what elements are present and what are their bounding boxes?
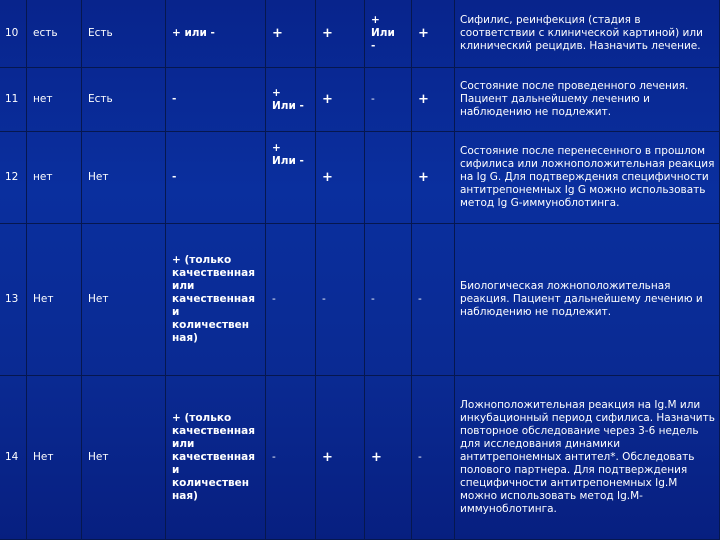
cell-c4: -: [266, 224, 316, 376]
cell-c6: [365, 132, 412, 224]
row-description: Состояние после проведенного лечения. Пациент дальнейшему лечению и наблюдению не подлежит.: [455, 68, 720, 132]
cell-c6: -: [365, 224, 412, 376]
table-row: [0, 68, 720, 132]
cell-c4: +: [266, 0, 316, 68]
cell-c1: Нет: [27, 224, 82, 376]
cell-c3: + (только качественная или качественная и количествен ная): [166, 224, 266, 376]
table-row: [0, 376, 720, 540]
table-row: [0, 0, 720, 68]
row-number: 11: [0, 68, 27, 132]
cell-c6: -: [365, 68, 412, 132]
row-number: 14: [0, 376, 27, 540]
cell-c2: Нет: [82, 224, 166, 376]
cell-c3: + или -: [166, 0, 266, 68]
row-description: Сифилис, реинфекция (стадия в соответствии с клинической картиной) или клинический рецидив. Назначить лечение.: [455, 0, 720, 68]
cell-c1: есть: [27, 0, 82, 68]
cell-c2: Нет: [82, 376, 166, 540]
cell-c3: -: [166, 68, 266, 132]
cell-c7: -: [412, 376, 455, 540]
cell-c2: Нет: [82, 132, 166, 224]
cell-c4: + Или -: [266, 132, 316, 224]
cell-c1: нет: [27, 68, 82, 132]
cell-c7: +: [412, 68, 455, 132]
cell-c5: -: [316, 224, 365, 376]
cell-c5: +: [316, 0, 365, 68]
cell-c5: +: [316, 376, 365, 540]
row-description: Биологическая ложноположительная реакция. Пациент дальнейшему лечению и наблюдению не подлежит.: [455, 224, 720, 376]
cell-c2: Есть: [82, 68, 166, 132]
table-row: [0, 224, 720, 376]
row-number: 12: [0, 132, 27, 224]
cell-c6: + Или -: [365, 0, 412, 68]
cell-c7: +: [412, 0, 455, 68]
cell-c7: -: [412, 224, 455, 376]
cell-c1: нет: [27, 132, 82, 224]
row-description: Состояние после перенесенного в прошлом сифилиса или ложноположительная реакция на Ig G. Для подтверждения специфичности антитрепонемных Ig G можно использовать метод Ig G-иммуноблотинга.: [455, 132, 720, 224]
cell-c5: +: [316, 68, 365, 132]
cell-c3: + (только качественная или качественная и количествен ная): [166, 376, 266, 540]
cell-c4: + Или -: [266, 68, 316, 132]
cell-c3: -: [166, 132, 266, 224]
row-description: Ложноположительная реакция на Ig.M или инкубационный период сифилиса. Назначить повторное обследование через 3-6 недель для исследования динамики антитрепонемных антител*. Обследовать полового партнера. Для подтверждения специфичности антитрепонемных Ig.M можно использовать метод Ig.M-иммуноблотинга.: [455, 376, 720, 540]
cell-c5: +: [316, 132, 365, 224]
table-row: [0, 132, 720, 224]
cell-c7: +: [412, 132, 455, 224]
cell-c1: Нет: [27, 376, 82, 540]
row-number: 13: [0, 224, 27, 376]
row-number: 10: [0, 0, 27, 68]
cell-c2: Есть: [82, 0, 166, 68]
cell-c4: -: [266, 376, 316, 540]
cell-c6: +: [365, 376, 412, 540]
